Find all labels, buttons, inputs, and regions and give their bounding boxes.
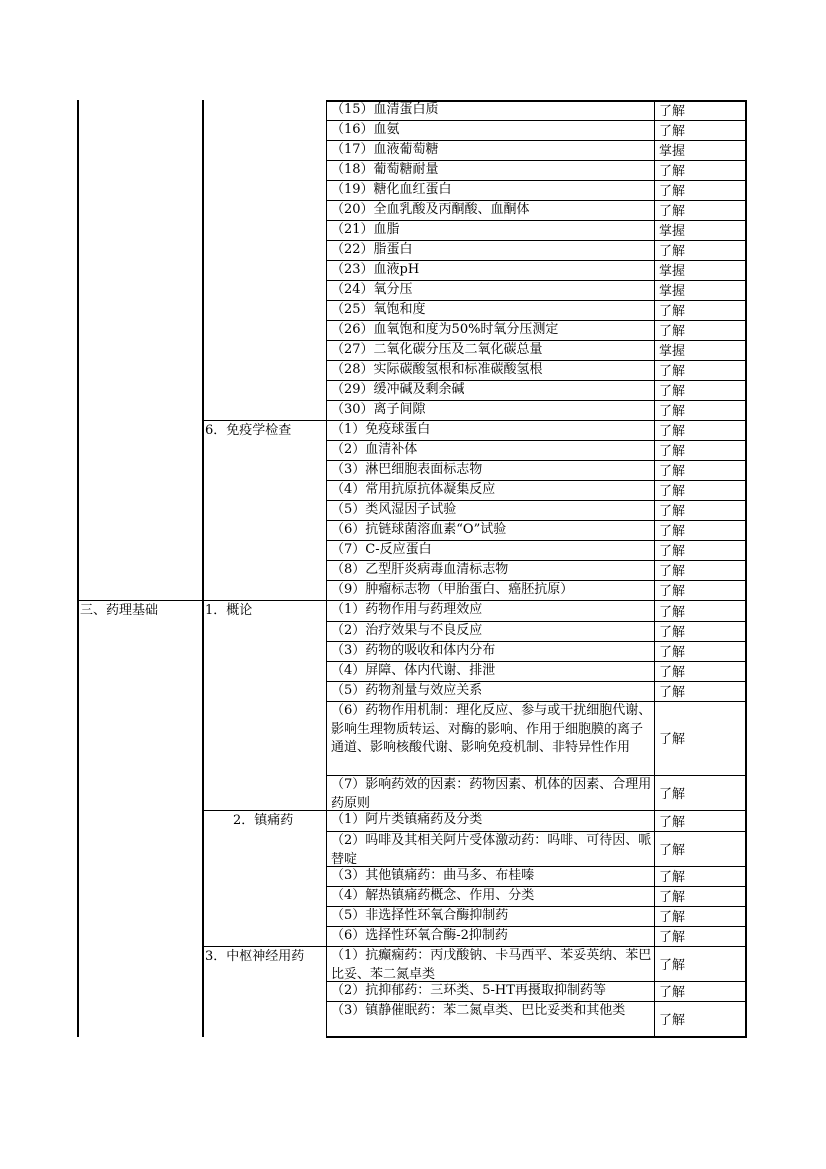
row-item-text: （26）血氧饱和度为50%时氧分压测定 bbox=[331, 322, 559, 337]
table-horizontal-rule bbox=[326, 340, 747, 341]
table-horizontal-rule bbox=[326, 600, 747, 601]
row-item-text: （2）血清补体 bbox=[331, 442, 418, 457]
row-level-text: 了解 bbox=[659, 1013, 686, 1028]
row-item-text: （6）选择性环氧合酶-2抑制药 bbox=[331, 928, 508, 943]
table-horizontal-rule bbox=[326, 480, 747, 481]
table-horizontal-rule bbox=[326, 1036, 747, 1038]
table-horizontal-rule bbox=[326, 460, 747, 461]
row-item-text: （7）影响药效的因素：药物因素、机体的因素、合理用药原则 bbox=[331, 777, 652, 811]
table-horizontal-rule bbox=[326, 681, 747, 682]
table-horizontal-rule bbox=[202, 420, 326, 421]
row-item-text: （28）实际碳酸氢根和标准碳酸氢根 bbox=[331, 362, 543, 377]
row-level-text: 了解 bbox=[659, 544, 686, 559]
table-horizontal-rule bbox=[77, 600, 202, 601]
row-level-text: 了解 bbox=[659, 304, 686, 319]
row-item-text: （21）血脂 bbox=[331, 222, 400, 237]
row-level-text: 了解 bbox=[659, 605, 686, 620]
section-label: 三、药理基础 bbox=[80, 603, 159, 618]
row-level-text: 了解 bbox=[659, 985, 686, 1000]
table-horizontal-rule bbox=[326, 300, 747, 301]
row-level-text: 了解 bbox=[659, 204, 686, 219]
row-level-text: 了解 bbox=[659, 124, 686, 139]
row-item-text: （5）药物剂量与效应关系 bbox=[331, 683, 483, 698]
row-item-text: （6）药物作用机制：理化反应、参与或干扰细胞代谢、影响生理物质转运、对酶的影响、作用于细胞膜的离子通道、影响核酸代谢、影响免疫机制、非特异性作用 bbox=[331, 703, 652, 755]
row-item-text: （30）离子间隙 bbox=[331, 402, 426, 417]
table-horizontal-rule bbox=[326, 160, 747, 161]
row-level-text: 了解 bbox=[659, 843, 686, 858]
row-level-text: 了解 bbox=[659, 870, 686, 885]
table-horizontal-rule bbox=[202, 810, 326, 811]
row-level-text: 了解 bbox=[659, 910, 686, 925]
table-horizontal-rule bbox=[326, 440, 747, 441]
row-level-text: 了解 bbox=[659, 464, 686, 479]
table-horizontal-rule bbox=[326, 926, 747, 927]
row-item-text: （18）葡萄糖耐量 bbox=[331, 162, 439, 177]
table-horizontal-rule bbox=[326, 500, 747, 501]
table-horizontal-rule bbox=[326, 280, 747, 281]
row-item-text: （1）免疫球蛋白 bbox=[331, 422, 431, 437]
table-horizontal-rule bbox=[326, 580, 747, 581]
row-level-text: 了解 bbox=[659, 890, 686, 905]
row-item-text: （1）阿片类镇痛药及分类 bbox=[331, 812, 483, 827]
row-item-text: （3）其他镇痛药：曲马多、布桂嗪 bbox=[331, 868, 535, 883]
subsection-label: 6．免疫学检查 bbox=[205, 423, 292, 438]
table-vertical-rule bbox=[77, 100, 79, 1037]
row-item-text: （3）镇静催眠药：苯二氮卓类、巴比妥类和其他类 bbox=[331, 1003, 626, 1018]
row-level-text: 了解 bbox=[659, 364, 686, 379]
row-level-text: 了解 bbox=[659, 645, 686, 660]
row-item-text: （19）糖化血红蛋白 bbox=[331, 182, 452, 197]
row-level-text: 了解 bbox=[659, 324, 686, 339]
table-horizontal-rule bbox=[326, 180, 747, 181]
row-item-text: （27）二氧化碳分压及二氧化碳总量 bbox=[331, 342, 543, 357]
table-horizontal-rule bbox=[326, 886, 747, 887]
row-level-text: 了解 bbox=[659, 930, 686, 945]
row-level-text: 了解 bbox=[659, 504, 686, 519]
row-level-text: 了解 bbox=[659, 625, 686, 640]
row-level-text: 了解 bbox=[659, 815, 686, 830]
row-item-text: （1）抗癫痫药：丙戊酸钠、卡马西平、苯妥英纳、苯巴比妥、苯二氮卓类 bbox=[331, 948, 652, 982]
table-horizontal-rule bbox=[326, 220, 747, 221]
table-horizontal-rule bbox=[326, 140, 747, 141]
table-horizontal-rule bbox=[326, 906, 747, 907]
table-horizontal-rule bbox=[326, 260, 747, 261]
row-level-text: 掌握 bbox=[659, 144, 686, 159]
row-level-text: 了解 bbox=[659, 164, 686, 179]
table-vertical-rule bbox=[202, 100, 204, 1037]
subsection-label: 2．镇痛药 bbox=[233, 813, 294, 828]
table-horizontal-rule bbox=[326, 661, 747, 662]
row-item-text: （6）抗链球菌溶血素“O”试验 bbox=[331, 522, 507, 537]
row-level-text: 了解 bbox=[659, 104, 686, 119]
row-item-text: （3）淋巴细胞表面标志物 bbox=[331, 462, 483, 477]
row-item-text: （4）解热镇痛药概念、作用、分类 bbox=[331, 888, 535, 903]
row-item-text: （23）血液pH bbox=[331, 262, 420, 277]
row-item-text: （5）非选择性环氧合酶抑制药 bbox=[331, 908, 509, 923]
row-level-text: 了解 bbox=[659, 184, 686, 199]
table-horizontal-rule bbox=[202, 946, 326, 947]
table-horizontal-rule bbox=[326, 200, 747, 201]
row-item-text: （22）脂蛋白 bbox=[331, 242, 413, 257]
row-level-text: 掌握 bbox=[659, 224, 686, 239]
row-item-text: （17）血液葡萄糖 bbox=[331, 142, 439, 157]
subsection-label: 1．概论 bbox=[205, 603, 253, 618]
row-level-text: 了解 bbox=[659, 958, 686, 973]
row-item-text: （2）吗啡及其相关阿片受体激动药：吗啡、可待因、哌替啶 bbox=[331, 833, 652, 867]
row-item-text: （3）药物的吸收和体内分布 bbox=[331, 643, 496, 658]
table-horizontal-rule bbox=[202, 600, 326, 601]
row-level-text: 了解 bbox=[659, 685, 686, 700]
table-horizontal-rule bbox=[326, 520, 747, 521]
row-level-text: 了解 bbox=[659, 564, 686, 579]
row-level-text: 了解 bbox=[659, 444, 686, 459]
row-item-text: （4）常用抗原抗体凝集反应 bbox=[331, 482, 496, 497]
row-item-text: （20）全血乳酸及丙酮酸、血酮体 bbox=[331, 202, 530, 217]
row-level-text: 掌握 bbox=[659, 264, 686, 279]
row-level-text: 掌握 bbox=[659, 344, 686, 359]
row-item-text: （24）氧分压 bbox=[331, 282, 413, 297]
table-horizontal-rule bbox=[326, 621, 747, 622]
row-level-text: 了解 bbox=[659, 665, 686, 680]
row-item-text: （2）抗抑郁药：三环类、5-HT再摄取抑制药等 bbox=[331, 983, 606, 998]
table-horizontal-rule bbox=[326, 360, 747, 361]
row-item-text: （9）肿瘤标志物（甲胎蛋白、癌胚抗原） bbox=[331, 582, 574, 597]
table-horizontal-rule bbox=[326, 120, 747, 121]
row-item-text: （15）血清蛋白质 bbox=[331, 102, 439, 117]
row-item-text: （1）药物作用与药理效应 bbox=[331, 602, 483, 617]
row-level-text: 了解 bbox=[659, 244, 686, 259]
row-item-text: （25）氧饱和度 bbox=[331, 302, 426, 317]
row-item-text: （16）血氨 bbox=[331, 122, 400, 137]
row-item-text: （2）治疗效果与不良反应 bbox=[331, 623, 483, 638]
row-level-text: 了解 bbox=[659, 424, 686, 439]
table-horizontal-rule bbox=[326, 540, 747, 541]
row-level-text: 了解 bbox=[659, 484, 686, 499]
row-level-text: 了解 bbox=[659, 384, 686, 399]
row-item-text: （7）C-反应蛋白 bbox=[331, 542, 432, 557]
table-horizontal-rule bbox=[326, 641, 747, 642]
table-horizontal-rule bbox=[326, 380, 747, 381]
subsection-label: 3．中枢神经用药 bbox=[205, 949, 305, 964]
table-horizontal-rule bbox=[326, 400, 747, 401]
table-horizontal-rule bbox=[326, 420, 747, 421]
table-horizontal-rule bbox=[326, 320, 747, 321]
table-horizontal-rule bbox=[326, 560, 747, 561]
table-horizontal-rule bbox=[326, 240, 747, 241]
row-level-text: 了解 bbox=[659, 732, 686, 747]
row-item-text: （29）缓冲碱及剩余碱 bbox=[331, 382, 465, 397]
row-level-text: 了解 bbox=[659, 524, 686, 539]
row-level-text: 了解 bbox=[659, 404, 686, 419]
row-item-text: （4）屏障、体内代谢、排泄 bbox=[331, 663, 496, 678]
row-level-text: 了解 bbox=[659, 787, 686, 802]
row-level-text: 掌握 bbox=[659, 284, 686, 299]
row-item-text: （5）类风湿因子试验 bbox=[331, 502, 457, 517]
row-item-text: （8）乙型肝炎病毒血清标志物 bbox=[331, 562, 509, 577]
row-level-text: 了解 bbox=[659, 584, 686, 599]
